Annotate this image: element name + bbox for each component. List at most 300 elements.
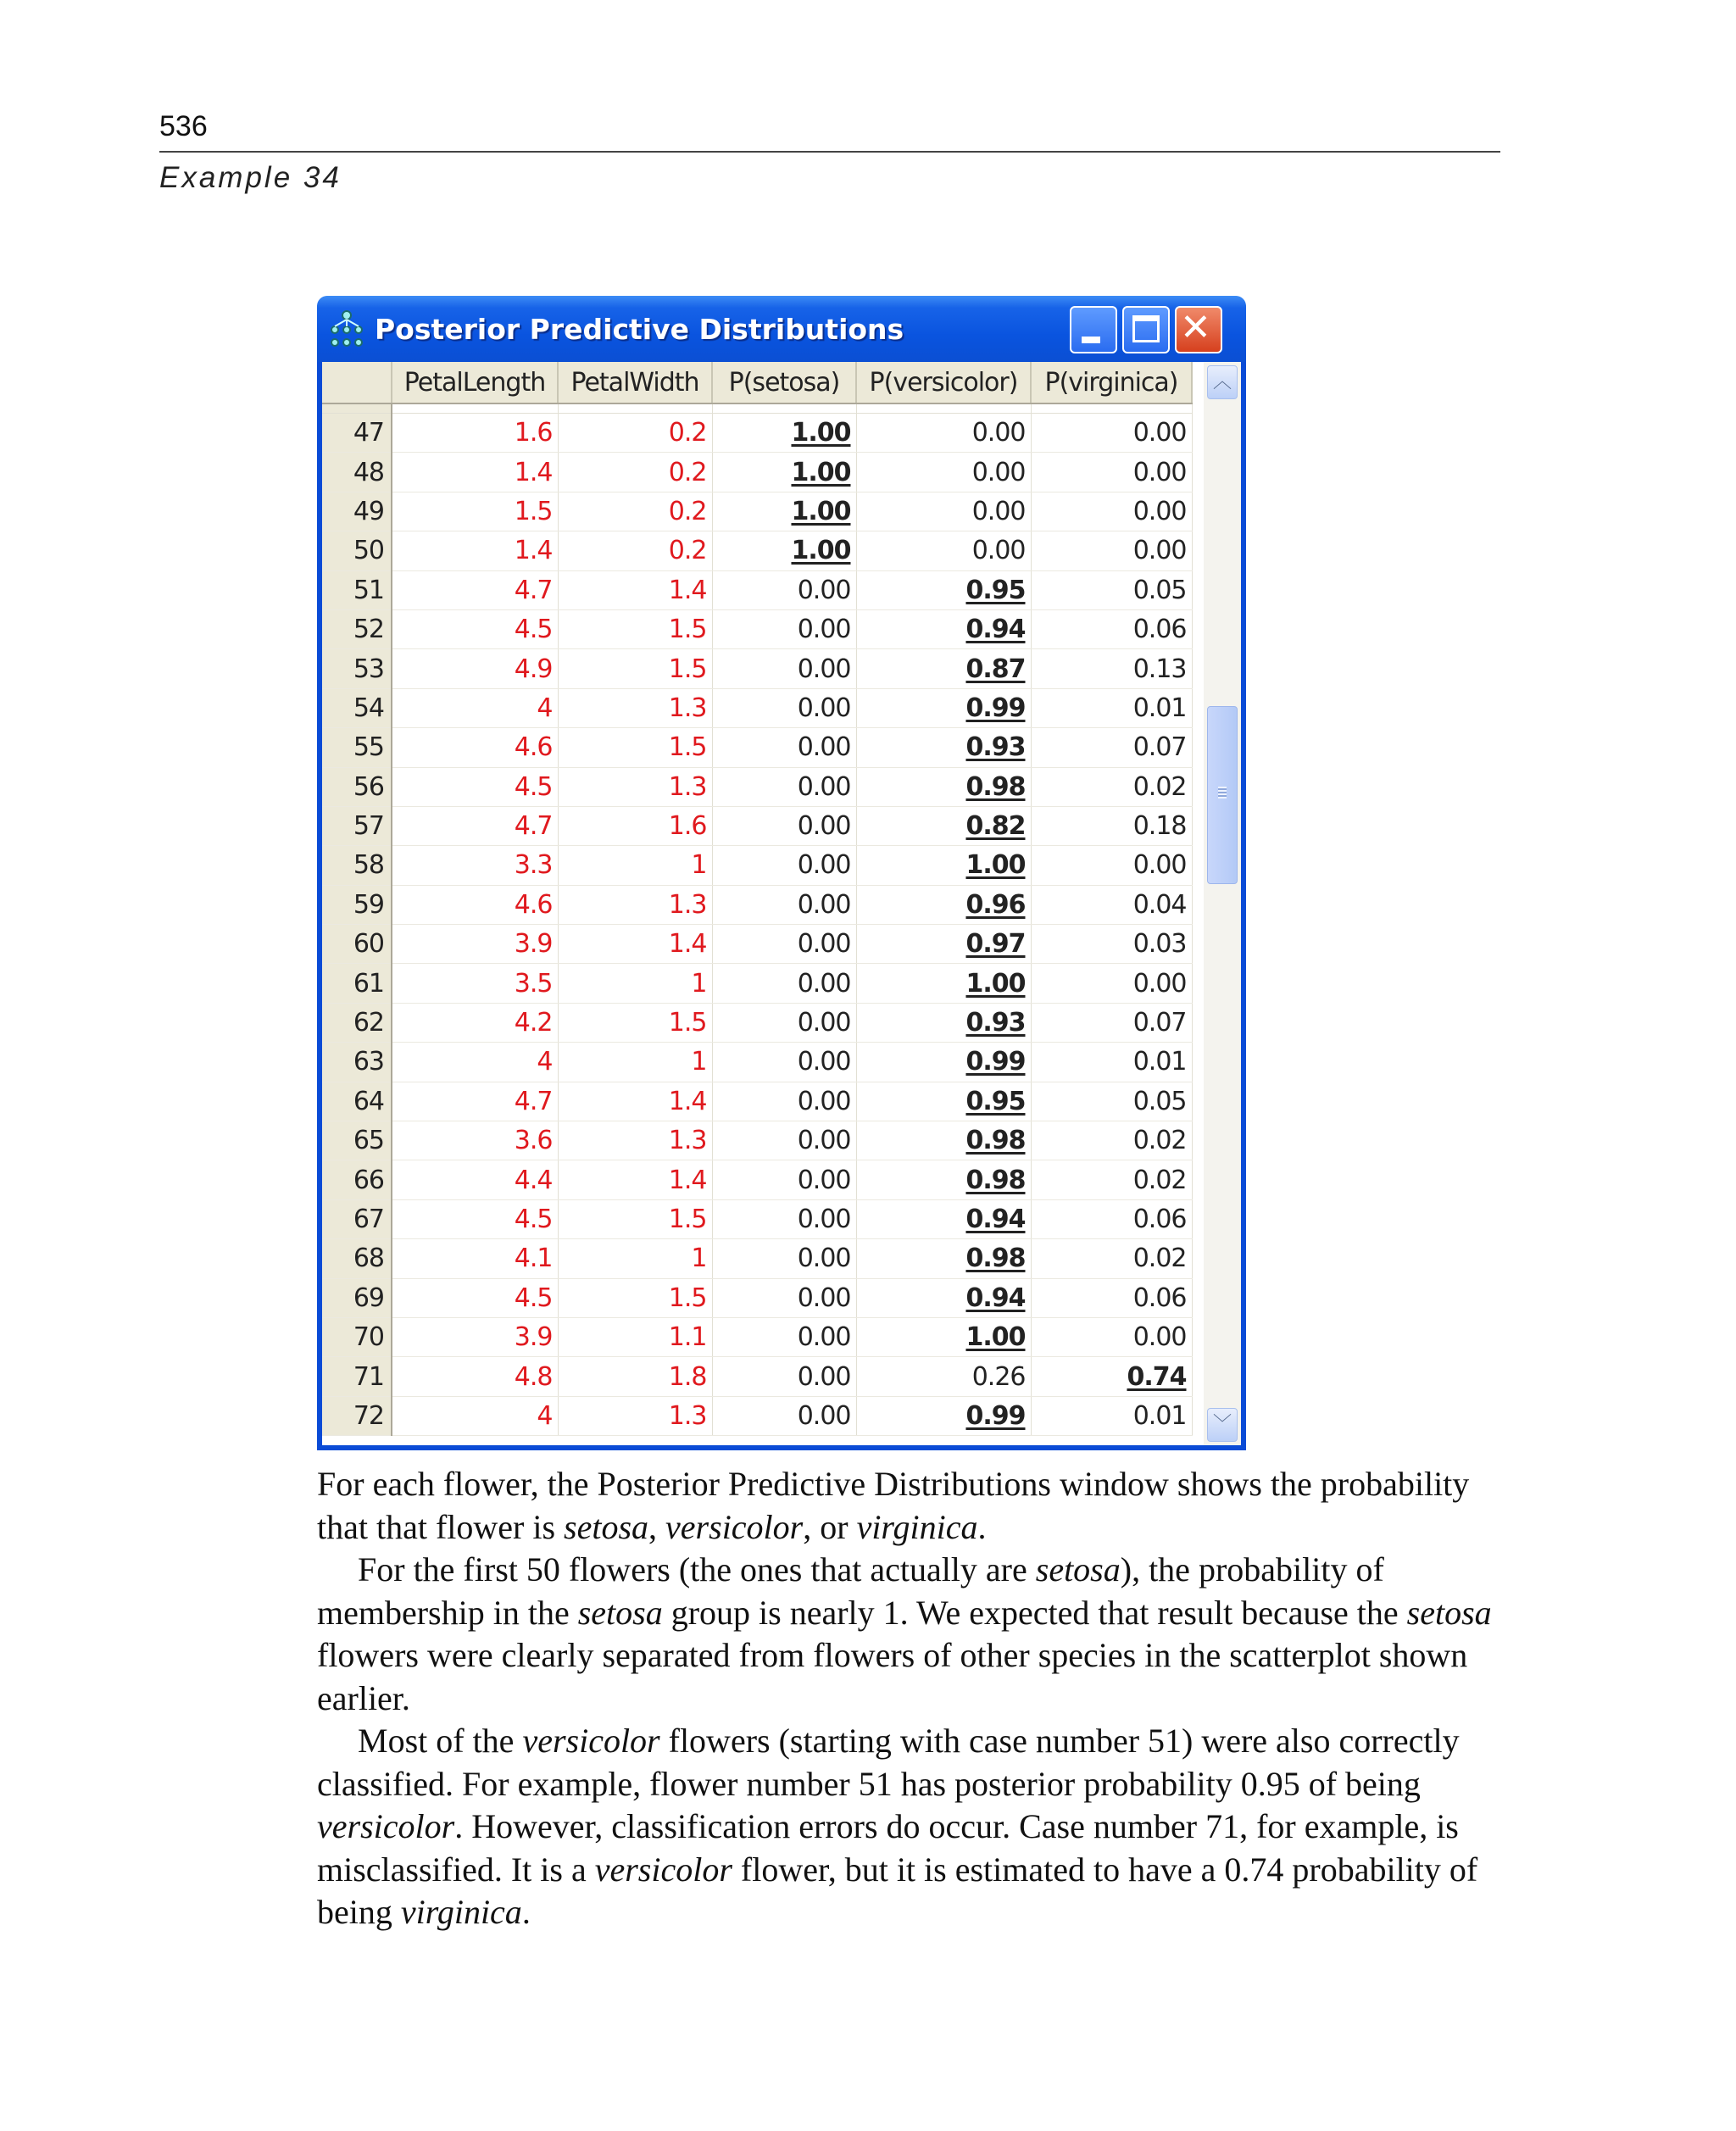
p-versicolor-cell[interactable] xyxy=(856,885,1031,924)
row-number-cell[interactable]: 59 xyxy=(322,885,392,924)
p-virginica-cell[interactable] xyxy=(1031,1357,1192,1396)
probability-value: 0.00 xyxy=(797,889,851,920)
petal-width-cell[interactable]: 1.3 xyxy=(558,885,712,924)
p-virginica-cell[interactable] xyxy=(1031,570,1192,609)
p-setosa-cell[interactable] xyxy=(712,964,856,1003)
p-setosa-cell[interactable] xyxy=(712,609,856,648)
italic-term: versicolor xyxy=(594,1850,732,1889)
row-number-cell[interactable]: 64 xyxy=(322,1082,392,1121)
probability-value: 0.93 xyxy=(965,1008,1026,1038)
paragraph-2 xyxy=(317,1549,1504,1720)
p-virginica-cell[interactable] xyxy=(1031,649,1192,688)
p-virginica-cell[interactable] xyxy=(1031,1082,1192,1121)
table-row[interactable] xyxy=(322,925,1192,964)
p-versicolor-cell[interactable] xyxy=(856,1121,1031,1160)
probability-value: 0.01 xyxy=(1132,1047,1187,1077)
table-row[interactable] xyxy=(322,767,1192,806)
row-number-cell[interactable]: 60 xyxy=(322,925,392,964)
probability-value: 0.05 xyxy=(1132,575,1187,605)
row-number-cell[interactable]: 61 xyxy=(322,964,392,1003)
petal-width-cell[interactable]: 1.4 xyxy=(558,925,712,964)
header-p-setosa[interactable]: P(setosa) xyxy=(712,362,856,403)
petal-width-cell[interactable]: 0.2 xyxy=(558,453,712,492)
p-virginica-cell[interactable] xyxy=(1031,414,1192,453)
p-versicolor-cell[interactable] xyxy=(856,414,1031,453)
text-run: group is nearly 1. We expected that result because the xyxy=(662,1593,1407,1632)
row-number-cell[interactable]: 56 xyxy=(322,767,392,806)
petal-length-cell[interactable]: 3.6 xyxy=(392,1121,558,1160)
p-versicolor-cell[interactable] xyxy=(856,1278,1031,1317)
petal-width-cell[interactable]: 1 xyxy=(558,846,712,885)
petal-width-cell[interactable]: 0.2 xyxy=(558,492,712,531)
p-virginica-cell[interactable] xyxy=(1031,885,1192,924)
row-number-cell[interactable]: 72 xyxy=(322,1396,392,1435)
probability-value: 0.00 xyxy=(797,693,851,723)
probability-value: 0.26 xyxy=(971,1361,1026,1392)
p-versicolor-cell[interactable] xyxy=(856,570,1031,609)
probability-value: 0.13 xyxy=(1132,654,1187,684)
probability-value: 0.00 xyxy=(797,1086,851,1116)
probability-value: 0.00 xyxy=(797,1361,851,1392)
probability-value: 0.00 xyxy=(797,771,851,802)
p-virginica-cell[interactable] xyxy=(1031,1043,1192,1082)
table-row[interactable] xyxy=(322,649,1192,688)
petal-length-cell[interactable]: 4.7 xyxy=(392,806,558,845)
p-versicolor-cell[interactable] xyxy=(856,925,1031,964)
table-row[interactable] xyxy=(322,1082,1192,1121)
p-virginica-cell[interactable] xyxy=(1031,1396,1192,1435)
probability-value: 0.00 xyxy=(1132,850,1187,881)
running-head: Example 34 xyxy=(159,161,342,194)
probability-value: 0.00 xyxy=(797,1282,851,1313)
probability-value: 0.00 xyxy=(1132,968,1187,999)
p-versicolor-cell[interactable] xyxy=(856,688,1031,727)
table-row[interactable] xyxy=(322,1239,1192,1278)
text-run: flower, but it is estimated to have a 0.74 probability of being xyxy=(317,1850,1478,1931)
petal-width-cell[interactable]: 1.3 xyxy=(558,1396,712,1435)
petal-length-cell[interactable]: 3.9 xyxy=(392,1317,558,1356)
p-versicolor-cell[interactable] xyxy=(856,1199,1031,1238)
row-number-cell[interactable]: 67 xyxy=(322,1199,392,1238)
petal-length-cell[interactable]: 3.5 xyxy=(392,964,558,1003)
petal-length-cell[interactable]: 4.1 xyxy=(392,1239,558,1278)
petal-width-cell[interactable]: 1.8 xyxy=(558,1357,712,1396)
row-number-cell[interactable]: 71 xyxy=(322,1357,392,1396)
header-row-number[interactable] xyxy=(322,362,392,403)
table-row[interactable] xyxy=(322,688,1192,727)
p-virginica-cell[interactable] xyxy=(1031,806,1192,845)
p-setosa-cell[interactable] xyxy=(712,531,856,570)
probability-value: 0.00 xyxy=(971,536,1026,566)
italic-term: setosa xyxy=(577,1593,663,1632)
probability-value: 0.00 xyxy=(797,968,851,999)
probability-value: 0.99 xyxy=(965,693,1026,723)
probability-value: 0.02 xyxy=(1132,1126,1187,1156)
text-run: For each flower, the Posterior Predictive Distributions window shows the probability that that flower is xyxy=(317,1465,1470,1546)
p-virginica-cell[interactable] xyxy=(1031,1199,1192,1238)
p-setosa-cell[interactable] xyxy=(712,1317,856,1356)
p-versicolor-cell[interactable] xyxy=(856,1357,1031,1396)
grip-icon xyxy=(1218,787,1227,798)
petal-width-cell[interactable]: 1.6 xyxy=(558,806,712,845)
p-setosa-cell[interactable] xyxy=(712,414,856,453)
italic-term: versicolor xyxy=(665,1507,804,1546)
p-setosa-cell[interactable] xyxy=(712,1357,856,1396)
petal-width-cell[interactable]: 1.5 xyxy=(558,1003,712,1042)
petal-length-cell[interactable]: 4.7 xyxy=(392,1082,558,1121)
p-virginica-cell[interactable] xyxy=(1031,1160,1192,1199)
probability-value: 0.00 xyxy=(971,457,1026,487)
row-number-cell[interactable]: 62 xyxy=(322,1003,392,1042)
row-number-cell[interactable]: 66 xyxy=(322,1160,392,1199)
probability-value: 1.00 xyxy=(965,850,1026,881)
p-versicolor-cell[interactable] xyxy=(856,531,1031,570)
p-setosa-cell[interactable] xyxy=(712,570,856,609)
header-petal-length[interactable]: PetalLength xyxy=(392,362,558,403)
p-virginica-cell[interactable] xyxy=(1031,846,1192,885)
row-number-cell[interactable]: 65 xyxy=(322,1121,392,1160)
maximize-button[interactable] xyxy=(1122,306,1170,353)
text-run: . xyxy=(521,1893,531,1931)
p-setosa-cell[interactable] xyxy=(712,925,856,964)
p-virginica-cell[interactable] xyxy=(1031,1121,1192,1160)
probability-value: 0.94 xyxy=(965,1205,1026,1234)
p-setosa-cell[interactable] xyxy=(712,492,856,531)
probability-value: 1.00 xyxy=(965,968,1026,999)
probability-value: 0.01 xyxy=(1132,1400,1187,1431)
table-row[interactable] xyxy=(322,453,1192,492)
chevron-down-icon: ﹀ xyxy=(1212,1414,1232,1435)
table-row[interactable] xyxy=(322,609,1192,648)
p-versicolor-cell[interactable] xyxy=(856,1239,1031,1278)
italic-term: virginica xyxy=(856,1507,978,1546)
petal-length-cell[interactable]: 4 xyxy=(392,688,558,727)
table-spacer-row xyxy=(322,403,1192,414)
close-icon: ✕ xyxy=(1180,306,1211,349)
petal-width-cell[interactable]: 1.4 xyxy=(558,1160,712,1199)
p-versicolor-cell[interactable] xyxy=(856,964,1031,1003)
p-setosa-cell[interactable] xyxy=(712,1082,856,1121)
table-row[interactable] xyxy=(322,846,1192,885)
probability-value: 0.01 xyxy=(1132,693,1187,723)
petal-length-cell[interactable]: 4.5 xyxy=(392,1278,558,1317)
probability-value: 1.00 xyxy=(791,496,851,526)
probability-value: 0.03 xyxy=(1132,929,1187,960)
probability-value: 0.06 xyxy=(1132,1205,1187,1234)
petal-length-cell[interactable]: 4.5 xyxy=(392,609,558,648)
p-virginica-cell[interactable] xyxy=(1031,1278,1192,1317)
petal-length-cell[interactable]: 1.5 xyxy=(392,492,558,531)
vertical-scrollbar[interactable] xyxy=(1204,362,1241,1445)
p-virginica-cell[interactable] xyxy=(1031,688,1192,727)
petal-width-cell[interactable]: 1.5 xyxy=(558,1199,712,1238)
probability-value: 0.00 xyxy=(797,1400,851,1431)
probability-value: 0.99 xyxy=(965,1400,1026,1431)
probability-value: 0.00 xyxy=(1132,457,1187,487)
close-button[interactable] xyxy=(1175,306,1222,353)
chevron-up-icon: ︿ xyxy=(1212,371,1232,392)
petal-length-cell[interactable]: 4.5 xyxy=(392,767,558,806)
p-setosa-cell[interactable] xyxy=(712,1199,856,1238)
petal-width-cell[interactable]: 1.5 xyxy=(558,1278,712,1317)
p-virginica-cell[interactable] xyxy=(1031,492,1192,531)
scroll-down-button[interactable] xyxy=(1207,1408,1238,1442)
table-row[interactable] xyxy=(322,492,1192,531)
probability-value: 0.98 xyxy=(965,1165,1026,1195)
row-number-cell[interactable]: 51 xyxy=(322,570,392,609)
row-number-cell[interactable]: 53 xyxy=(322,649,392,688)
probability-value: 0.99 xyxy=(965,1047,1026,1077)
italic-term: setosa xyxy=(1035,1550,1121,1589)
p-setosa-cell[interactable] xyxy=(712,728,856,767)
probability-value: 0.02 xyxy=(1132,771,1187,802)
petal-width-cell[interactable]: 1.4 xyxy=(558,570,712,609)
row-number-cell[interactable]: 48 xyxy=(322,453,392,492)
p-virginica-cell[interactable] xyxy=(1031,728,1192,767)
p-versicolor-cell[interactable] xyxy=(856,492,1031,531)
italic-term: setosa xyxy=(564,1507,649,1546)
table-row[interactable] xyxy=(322,1043,1192,1082)
petal-width-cell[interactable]: 1 xyxy=(558,1043,712,1082)
row-number-cell[interactable]: 68 xyxy=(322,1239,392,1278)
p-setosa-cell[interactable] xyxy=(712,649,856,688)
petal-length-cell[interactable]: 1.4 xyxy=(392,453,558,492)
header-petal-width[interactable]: PetalWidth xyxy=(558,362,712,403)
p-setosa-cell[interactable] xyxy=(712,688,856,727)
table-row[interactable] xyxy=(322,885,1192,924)
row-number-cell[interactable]: 70 xyxy=(322,1317,392,1356)
row-number-cell[interactable]: 55 xyxy=(322,728,392,767)
row-number-cell[interactable]: 50 xyxy=(322,531,392,570)
p-versicolor-cell[interactable] xyxy=(856,649,1031,688)
table-row[interactable] xyxy=(322,964,1192,1003)
table-row[interactable] xyxy=(322,1357,1192,1396)
italic-term: versicolor xyxy=(317,1807,455,1845)
probability-value: 0.94 xyxy=(965,1282,1026,1313)
text-run: ), the probability of membership in the xyxy=(317,1550,1384,1632)
petal-length-cell[interactable]: 4 xyxy=(392,1396,558,1435)
p-virginica-cell[interactable] xyxy=(1031,767,1192,806)
petal-width-cell[interactable]: 1.5 xyxy=(558,728,712,767)
p-virginica-cell[interactable] xyxy=(1031,453,1192,492)
window-title: Posterior Predictive Distributions xyxy=(375,313,904,346)
table-row[interactable] xyxy=(322,531,1192,570)
body-text xyxy=(317,1463,1504,1934)
probability-value: 0.00 xyxy=(797,1126,851,1156)
probability-value: 0.98 xyxy=(965,771,1026,802)
table-row[interactable] xyxy=(322,728,1192,767)
probability-value: 1.00 xyxy=(791,457,851,487)
minimize-button[interactable] xyxy=(1070,306,1117,353)
petal-length-cell[interactable]: 3.9 xyxy=(392,925,558,964)
p-versicolor-cell[interactable] xyxy=(856,728,1031,767)
row-number-cell[interactable]: 52 xyxy=(322,609,392,648)
row-number-cell[interactable]: 63 xyxy=(322,1043,392,1082)
p-virginica-cell[interactable] xyxy=(1031,1239,1192,1278)
p-setosa-cell[interactable] xyxy=(712,1121,856,1160)
probability-value: 0.95 xyxy=(965,1086,1026,1116)
probability-value: 0.97 xyxy=(965,929,1026,960)
text-run: . xyxy=(977,1507,987,1546)
header-rule xyxy=(159,151,1500,153)
probability-value: 0.94 xyxy=(965,615,1026,645)
petal-length-cell[interactable]: 4.6 xyxy=(392,885,558,924)
probability-value: 0.00 xyxy=(797,1205,851,1234)
petal-length-cell[interactable]: 4.9 xyxy=(392,649,558,688)
table-row[interactable] xyxy=(322,1278,1192,1317)
text-run: flowers were clearly separated from flowers of other species in the scatterplot shown earlier. xyxy=(317,1636,1468,1717)
page-number: 536 xyxy=(159,110,208,142)
text-run: , xyxy=(648,1507,666,1546)
p-virginica-cell[interactable] xyxy=(1031,531,1192,570)
p-versicolor-cell[interactable] xyxy=(856,453,1031,492)
petal-length-cell[interactable]: 4.6 xyxy=(392,728,558,767)
probability-value: 0.07 xyxy=(1132,1008,1187,1038)
petal-length-cell[interactable]: 1.6 xyxy=(392,414,558,453)
header-p-virginica[interactable]: P(virginica) xyxy=(1031,362,1192,403)
p-setosa-cell[interactable] xyxy=(712,806,856,845)
p-versicolor-cell[interactable] xyxy=(856,846,1031,885)
probability-value: 0.00 xyxy=(971,418,1026,448)
window-titlebar[interactable] xyxy=(317,296,1246,362)
p-setosa-cell[interactable] xyxy=(712,1043,856,1082)
probability-value: 0.00 xyxy=(797,811,851,842)
petal-length-cell[interactable]: 4.5 xyxy=(392,1199,558,1238)
p-setosa-cell[interactable] xyxy=(712,1160,856,1199)
probability-value: 0.07 xyxy=(1132,732,1187,763)
row-number-cell[interactable]: 69 xyxy=(322,1278,392,1317)
p-setosa-cell[interactable] xyxy=(712,1278,856,1317)
p-setosa-cell[interactable] xyxy=(712,885,856,924)
petal-length-cell[interactable]: 4.2 xyxy=(392,1003,558,1042)
petal-width-cell[interactable]: 0.2 xyxy=(558,414,712,453)
text-run: , or xyxy=(803,1507,857,1546)
probability-value: 0.98 xyxy=(965,1126,1026,1156)
probability-value: 0.04 xyxy=(1132,889,1187,920)
p-versicolor-cell[interactable] xyxy=(856,1043,1031,1082)
probability-value: 1.00 xyxy=(791,536,851,566)
p-versicolor-cell[interactable] xyxy=(856,1082,1031,1121)
p-virginica-cell[interactable] xyxy=(1031,964,1192,1003)
petal-length-cell[interactable]: 4.8 xyxy=(392,1357,558,1396)
p-versicolor-cell[interactable] xyxy=(856,806,1031,845)
probability-value: 0.00 xyxy=(797,615,851,645)
scrollbar-thumb[interactable] xyxy=(1207,706,1238,884)
p-setosa-cell[interactable] xyxy=(712,453,856,492)
petal-length-cell[interactable]: 4.4 xyxy=(392,1160,558,1199)
probability-value: 1.00 xyxy=(791,418,851,448)
row-number-cell[interactable]: 57 xyxy=(322,806,392,845)
text-run: flowers (starting with case number 51) were also correctly classified. For example, flower number 51 has posterior probability 0.95 of being xyxy=(317,1722,1460,1803)
maximize-icon xyxy=(1132,315,1160,342)
petal-width-cell[interactable]: 1.3 xyxy=(558,1121,712,1160)
p-setosa-cell[interactable] xyxy=(712,1396,856,1435)
petal-width-cell[interactable]: 1.3 xyxy=(558,688,712,727)
probability-value: 0.96 xyxy=(965,889,1026,920)
petal-length-cell[interactable]: 1.4 xyxy=(392,531,558,570)
italic-term: setosa xyxy=(1406,1593,1492,1632)
table-row[interactable] xyxy=(322,414,1192,453)
table-row[interactable] xyxy=(322,570,1192,609)
table-row[interactable] xyxy=(322,1160,1192,1199)
row-number-cell[interactable]: 54 xyxy=(322,688,392,727)
petal-width-cell[interactable]: 1.1 xyxy=(558,1317,712,1356)
petal-width-cell[interactable]: 1.4 xyxy=(558,1082,712,1121)
p-setosa-cell[interactable] xyxy=(712,767,856,806)
petal-width-cell[interactable]: 1.5 xyxy=(558,609,712,648)
p-setosa-cell[interactable] xyxy=(712,846,856,885)
probability-value: 0.02 xyxy=(1132,1165,1187,1195)
p-virginica-cell[interactable] xyxy=(1031,925,1192,964)
p-versicolor-cell[interactable] xyxy=(856,1317,1031,1356)
posterior-predictive-window xyxy=(317,296,1246,1450)
probability-value: 0.82 xyxy=(965,811,1026,842)
petal-width-cell[interactable]: 1.5 xyxy=(558,649,712,688)
petal-width-cell[interactable]: 1 xyxy=(558,964,712,1003)
probability-value: 1.00 xyxy=(965,1322,1026,1353)
network-icon xyxy=(327,309,366,348)
petal-length-cell[interactable]: 4 xyxy=(392,1043,558,1082)
p-setosa-cell[interactable] xyxy=(712,1003,856,1042)
paragraph-3 xyxy=(317,1720,1504,1934)
scroll-up-button[interactable] xyxy=(1207,365,1238,399)
table-row[interactable] xyxy=(322,1199,1192,1238)
p-setosa-cell[interactable] xyxy=(712,1239,856,1278)
petal-length-cell[interactable]: 3.3 xyxy=(392,846,558,885)
row-number-cell[interactable]: 49 xyxy=(322,492,392,531)
p-virginica-cell[interactable] xyxy=(1031,1003,1192,1042)
probability-value: 0.98 xyxy=(965,1244,1026,1274)
table-row[interactable] xyxy=(322,1396,1192,1435)
probability-value: 0.00 xyxy=(797,654,851,684)
table-row[interactable] xyxy=(322,1317,1192,1356)
probability-value: 0.93 xyxy=(965,732,1026,763)
probability-value: 0.18 xyxy=(1132,811,1187,842)
italic-term: virginica xyxy=(400,1893,522,1931)
text-run: Most of the xyxy=(358,1722,523,1760)
probability-value: 0.00 xyxy=(1132,536,1187,566)
table-row[interactable] xyxy=(322,1003,1192,1042)
p-virginica-cell[interactable] xyxy=(1031,609,1192,648)
italic-term: versicolor xyxy=(522,1722,660,1760)
p-versicolor-cell[interactable] xyxy=(856,609,1031,648)
p-versicolor-cell[interactable] xyxy=(856,1396,1031,1435)
probability-value: 0.00 xyxy=(797,1244,851,1274)
row-number-cell[interactable]: 47 xyxy=(322,414,392,453)
row-number-cell[interactable]: 58 xyxy=(322,846,392,885)
minimize-icon xyxy=(1082,337,1100,343)
probability-value: 0.00 xyxy=(797,929,851,960)
probability-value: 0.74 xyxy=(1127,1361,1187,1392)
header-p-versicolor[interactable]: P(versicolor) xyxy=(856,362,1031,403)
table-header-row xyxy=(322,362,1192,403)
p-versicolor-cell[interactable] xyxy=(856,1160,1031,1199)
petal-length-cell[interactable]: 4.7 xyxy=(392,570,558,609)
posterior-table xyxy=(322,362,1193,1436)
petal-width-cell[interactable]: 0.2 xyxy=(558,531,712,570)
table-row[interactable] xyxy=(322,1121,1192,1160)
petal-width-cell[interactable]: 1.3 xyxy=(558,767,712,806)
p-versicolor-cell[interactable] xyxy=(856,1003,1031,1042)
probability-value: 0.00 xyxy=(797,1008,851,1038)
p-versicolor-cell[interactable] xyxy=(856,767,1031,806)
petal-width-cell[interactable]: 1 xyxy=(558,1239,712,1278)
probability-value: 0.02 xyxy=(1132,1244,1187,1274)
p-virginica-cell[interactable] xyxy=(1031,1317,1192,1356)
probability-value: 0.00 xyxy=(971,496,1026,526)
table-row[interactable] xyxy=(322,806,1192,845)
text-run: For the first 50 flowers (the ones that actually are xyxy=(358,1550,1036,1589)
